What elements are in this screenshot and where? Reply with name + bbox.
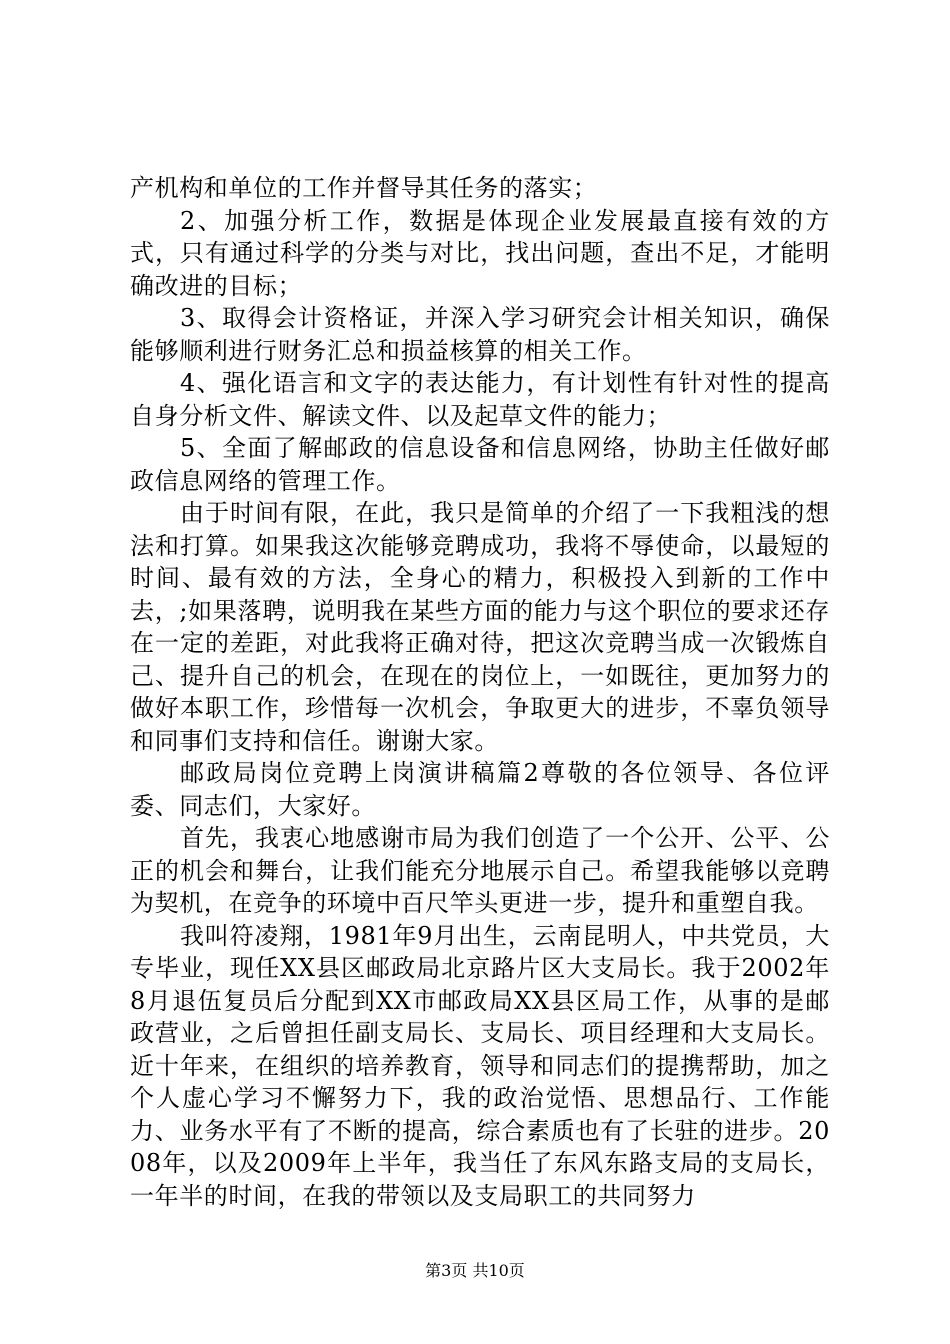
page-number-footer: 第3页 共10页: [425, 1261, 525, 1280]
paragraph-self-introduction: 我叫符凌翔，1981年9月出生，云南昆明人，中共党员，大专毕业，现任XX县区邮政局北京路片区大支局长。我于2002年8月退伍复员后分配到XX市邮政局XX县区局工作，从事的是邮政营业，之后曾担任副支局长、支局长、项目经理和大支局长。近十年来，在组织的培养教育，领导和同志们的提携帮助，加之个人虚心学习不懈努力下，我的政治觉悟、思想品行、工作能力、业务水平有了不断的提高，综合素质也有了长驻的进步。2008年，以及2009年上半年，我当任了东风东路支局的支局长，一年半的时间，在我的带领以及支局职工的共同努力: [130, 921, 830, 1210]
paragraph-item-5: 5、全面了解邮政的信息设备和信息网络，协助主任做好邮政信息网络的管理工作。: [130, 434, 830, 495]
paragraph-item-2: 2、加强分析工作，数据是体现企业发展最直接有效的方式，只有通过科学的分类与对比，找出问题，查出不足，才能明确改进的目标；: [130, 206, 830, 300]
paragraph-speech-2-greeting: 邮政局岗位竞聘上岗演讲稿篇2尊敬的各位领导、各位评委、同志们，大家好。: [130, 759, 830, 820]
paragraph-item-3: 3、取得会计资格证，并深入学习研究会计相关知识，确保能够顺利进行财务汇总和损益核算的相关工作。: [130, 304, 830, 365]
paragraph-closing: 由于时间有限，在此，我只是简单的介绍了一下我粗浅的想法和打算。如果我这次能够竞聘成功，我将不辱使命，以最短的时间、最有效的方法，全身心的精力，积极投入到新的工作中去，;如果落聘，说明我在某些方面的能力与这个职位的要求还存在一定的差距，对此我将正确对待，把这次竞聘当成一次锻炼自己、提升自己的机会，在现在的岗位上，一如既往，更加努力的做好本职工作，珍惜每一次机会，争取更大的进步，不辜负领导和同事们支持和信任。谢谢大家。: [130, 499, 830, 755]
document-body: [130, 172, 830, 1212]
paragraph-continued: 产机构和单位的工作并督导其任务的落实；: [130, 174, 598, 202]
paragraph-thanks: 首先，我衷心地感谢市局为我们创造了一个公开、公平、公正的机会和舞台，让我们能充分地展示自己。希望我能够以竞聘为契机，在竞争的环境中百尺竿头更进一步，提升和重塑自我。: [130, 824, 830, 917]
paragraph-item-4: 4、强化语言和文字的表达能力，有计划性有针对性的提高自身分析文件、解读文件、以及起草文件的能力；: [130, 369, 830, 430]
